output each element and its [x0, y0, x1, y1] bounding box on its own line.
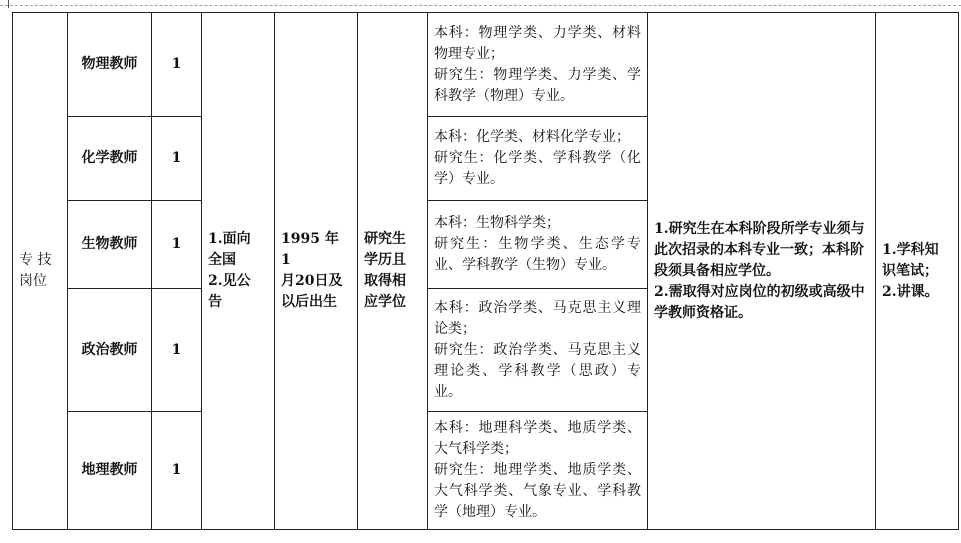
birth-line: 月20日及	[281, 273, 343, 289]
position-type-line-1: 专 技	[19, 252, 52, 268]
major-undergrad: 本科：生物科学类；	[434, 215, 560, 231]
recruit-scope-cell	[202, 13, 275, 530]
position-count: 1	[152, 13, 202, 117]
position-name: 政治教师	[68, 289, 152, 412]
age-requirement-cell	[275, 13, 358, 530]
major-requirement	[428, 412, 648, 530]
other-condition: 1.研究生在本科阶段所学专业须与此次招录的本科专业一致；本科阶段须具备相应学位。	[654, 220, 865, 279]
major-requirement	[428, 117, 648, 201]
scope-line: 1.面向	[208, 231, 251, 247]
position-count: 1	[152, 117, 202, 201]
position-name: 地理教师	[68, 412, 152, 530]
position-type-line-2: 岗位	[19, 273, 47, 289]
position-count: 1	[152, 289, 202, 412]
exam-item: 1.学科知识笔试；	[882, 241, 939, 279]
position-name: 生物教师	[68, 201, 152, 289]
scope-line: 告	[208, 294, 222, 310]
major-undergrad: 本科：化学类、材料化学专业；	[434, 129, 630, 145]
degree-requirement-cell	[358, 13, 428, 530]
scope-line: 2.见公	[208, 273, 251, 289]
major-graduate: 研究生：地理学类、地质学类、大气科学类、气象专业、学科教学（地理）专业。	[434, 462, 641, 520]
degree-line: 研究生	[364, 231, 406, 247]
page-corner-mark	[8, 0, 9, 8]
position-count: 1	[152, 412, 202, 530]
other-conditions-cell	[648, 13, 876, 530]
birth-line: 以后出生	[281, 294, 337, 310]
major-undergrad: 本科：物理学类、力学类、材料物理专业；	[434, 24, 641, 62]
scope-line: 全国	[208, 252, 236, 268]
major-requirement	[428, 13, 648, 117]
exam-item: 2.讲课。	[882, 283, 939, 300]
degree-line: 取得相	[364, 273, 406, 289]
position-count: 1	[152, 201, 202, 289]
table-row	[13, 13, 959, 117]
major-undergrad: 本科：地理科学类、地质学类、大气科学类；	[434, 420, 641, 457]
position-name: 化学教师	[68, 117, 152, 201]
other-condition: 2.需取得对应岗位的初级或高级中学教师资格证。	[654, 283, 865, 321]
exam-method-cell	[876, 13, 959, 530]
major-undergrad: 本科：政治学类、马克思主义理论类；	[434, 299, 641, 337]
major-graduate: 研究生：政治学类、马克思主义理论类、学科教学（思政）专业。	[434, 341, 641, 400]
major-graduate: 研究生：生物学类、生态学专业、学科教学（生物）专业。	[434, 236, 641, 273]
degree-line: 学历且	[364, 252, 406, 268]
major-requirement	[428, 201, 648, 289]
page-top-dashed-line	[0, 5, 961, 6]
major-requirement	[428, 289, 648, 412]
birth-line: 1995 年 1	[281, 231, 339, 268]
position-type-cell	[13, 13, 68, 530]
position-name: 物理教师	[68, 13, 152, 117]
degree-line: 应学位	[364, 294, 406, 310]
recruitment-table	[12, 12, 959, 530]
major-graduate: 研究生：化学类、学科教学（化学）专业。	[434, 150, 641, 187]
major-graduate: 研究生：物理学类、力学类、学科教学（物理）专业。	[434, 66, 641, 104]
